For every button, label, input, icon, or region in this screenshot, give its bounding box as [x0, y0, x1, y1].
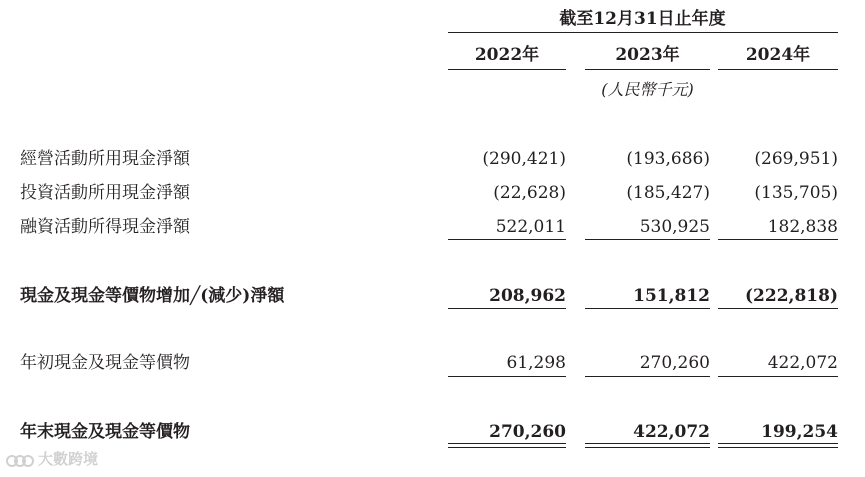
cell-ending-2022: 270,260: [489, 422, 566, 442]
watermark: [5, 448, 98, 470]
beginning-rule: [718, 376, 838, 377]
year-2024-header: 2024年: [745, 45, 811, 65]
cell-net-change-2024: (222,818): [745, 286, 838, 306]
cell-financing-2022: 522,011: [495, 217, 566, 237]
ending-double-rule: [448, 443, 566, 448]
cell-investing-2024: (135,705): [754, 183, 838, 203]
cell-net-change-2022: 208,962: [489, 286, 566, 306]
cell-operating-2022: (290,421): [482, 149, 566, 169]
row-label-operating: 經營活動所用現金淨額: [20, 149, 190, 169]
cell-operating-2023: (193,686): [626, 149, 710, 169]
cell-investing-2023: (185,427): [626, 183, 710, 203]
year-2022-header: 2022年: [474, 45, 540, 65]
cell-ending-2024: 199,254: [761, 422, 838, 442]
currency-unit: (人民幣千元): [601, 80, 694, 99]
row-label-net-change: 現金及現金等價物增加╱(減少)淨額: [20, 286, 285, 306]
subtotal-rule: [585, 239, 710, 240]
cell-ending-2023: 422,072: [633, 422, 710, 442]
row-label-beginning-balance: 年初現金及現金等價物: [20, 353, 190, 373]
cell-beginning-2023: 270,260: [639, 353, 710, 373]
cell-financing-2023: 530,925: [639, 217, 710, 237]
subtotal-rule: [448, 239, 566, 240]
beginning-rule: [448, 376, 566, 377]
net-change-rule: [585, 308, 710, 309]
subtotal-rule: [718, 239, 838, 240]
period-header: 截至12月31日止年度: [559, 9, 726, 29]
watermark-logo-icon: [5, 452, 35, 468]
year-2023-rule: [585, 69, 710, 70]
row-label-ending-balance: 年末現金及現金等價物: [20, 422, 190, 442]
cell-financing-2024: 182,838: [767, 217, 838, 237]
row-label-investing: 投資活動所用現金淨額: [20, 183, 190, 203]
period-header-rule: [448, 32, 838, 33]
cell-beginning-2024: 422,072: [767, 353, 838, 373]
net-change-rule: [448, 308, 566, 309]
cell-investing-2022: (22,628): [493, 183, 566, 203]
year-2023-header: 2023年: [615, 45, 680, 65]
year-2024-rule: [718, 69, 838, 70]
cell-operating-2024: (269,951): [754, 149, 838, 169]
ending-double-rule: [718, 443, 838, 448]
year-2022-rule: [448, 69, 566, 70]
row-label-financing: 融資活動所得現金淨額: [20, 217, 190, 237]
beginning-rule: [585, 376, 710, 377]
ending-double-rule: [585, 443, 710, 448]
cell-net-change-2023: 151,812: [633, 286, 710, 306]
net-change-rule: [718, 308, 838, 309]
cell-beginning-2022: 61,298: [506, 353, 566, 373]
watermark-text: 大數跨境: [38, 450, 99, 468]
